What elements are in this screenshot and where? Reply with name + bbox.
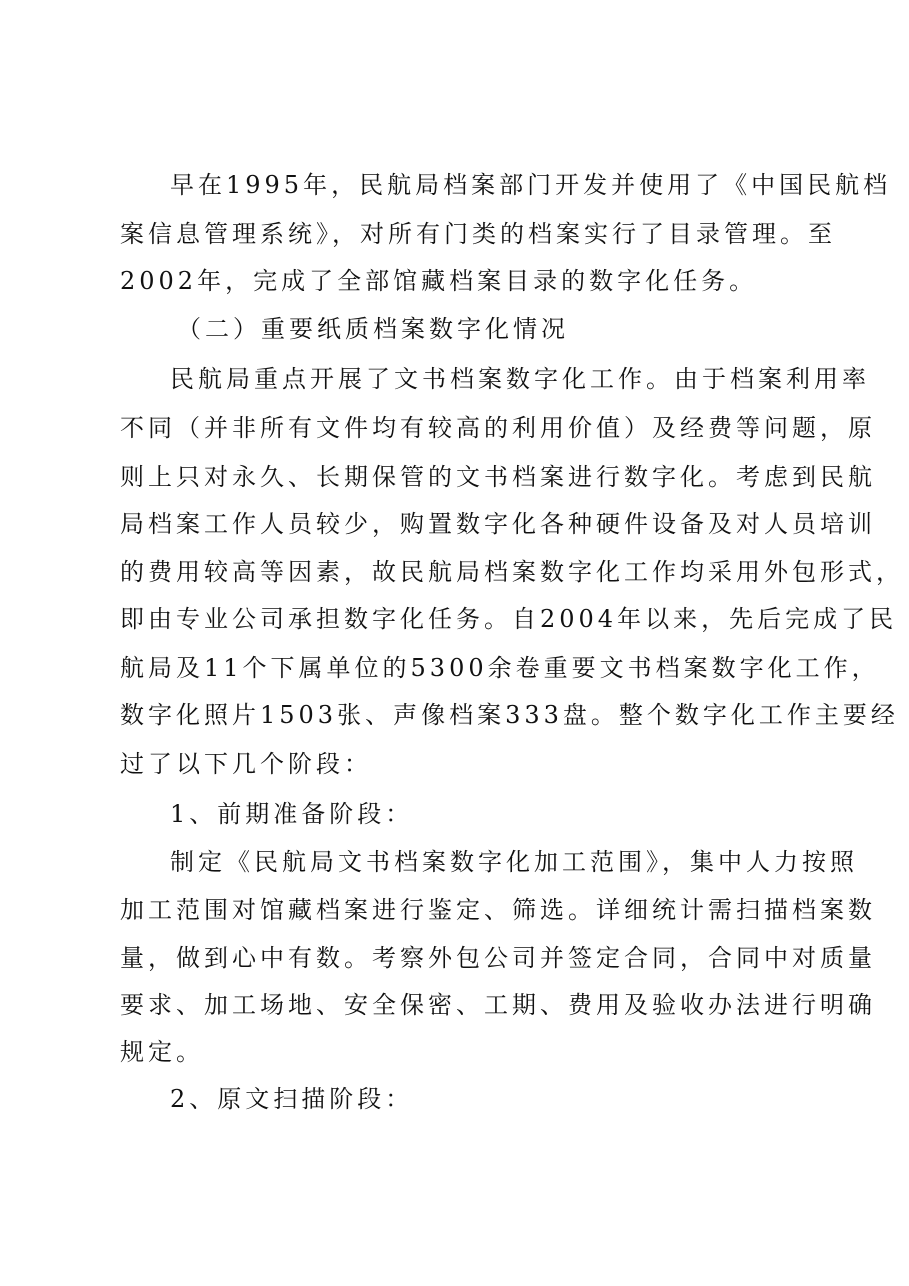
paragraph-line: 即由专业公司承担数字化任务。自2004年以来，先后完成了民 — [120, 605, 898, 633]
paragraph-line: 规定。 — [120, 1038, 204, 1066]
paragraph-line: 的费用较高等因素，故民航局档案数字化工作均采用外包形式， — [120, 558, 904, 586]
section-heading: （二）重要纸质档案数字化情况 — [177, 315, 569, 343]
paragraph-line: 过了以下几个阶段： — [120, 750, 372, 778]
paragraph-line: 数字化照片1503张、声像档案333盘。整个数字化工作主要经 — [120, 701, 899, 729]
paragraph-line: 局档案工作人员较少，购置数字化各种硬件设备及对人员培训 — [120, 510, 876, 538]
paragraph-line: 制定《民航局文书档案数字化加工范围》，集中人力按照 — [170, 848, 858, 876]
paragraph-line: 要求、加工场地、安全保密、工期、费用及验收办法进行明确 — [120, 991, 876, 1019]
paragraph-line: 2002年，完成了全部馆藏档案目录的数字化任务。 — [120, 267, 758, 295]
paragraph-line: 加工范围对馆藏档案进行鉴定、筛选。详细统计需扫描档案数 — [120, 896, 876, 924]
paragraph-line: 早在1995年，民航局档案部门开发并使用了《中国民航档 — [170, 171, 892, 199]
paragraph-line: 量，做到心中有数。考察外包公司并签定合同，合同中对质量 — [120, 944, 876, 972]
sub-heading: 2、原文扫描阶段： — [170, 1085, 414, 1113]
sub-heading: 1、前期准备阶段： — [170, 800, 414, 828]
paragraph-line: 不同（并非所有文件均有较高的利用价值）及经费等问题，原 — [120, 414, 876, 442]
paragraph-line: 民航局重点开展了文书档案数字化工作。由于档案利用率 — [170, 365, 870, 393]
paragraph-line: 则上只对永久、长期保管的文书档案进行数字化。考虑到民航 — [120, 463, 876, 491]
paragraph-line: 案信息管理系统》，对所有门类的档案实行了目录管理。至 — [120, 220, 836, 248]
paragraph-line: 航局及11个下属单位的5300余卷重要文书档案数字化工作， — [120, 654, 880, 682]
